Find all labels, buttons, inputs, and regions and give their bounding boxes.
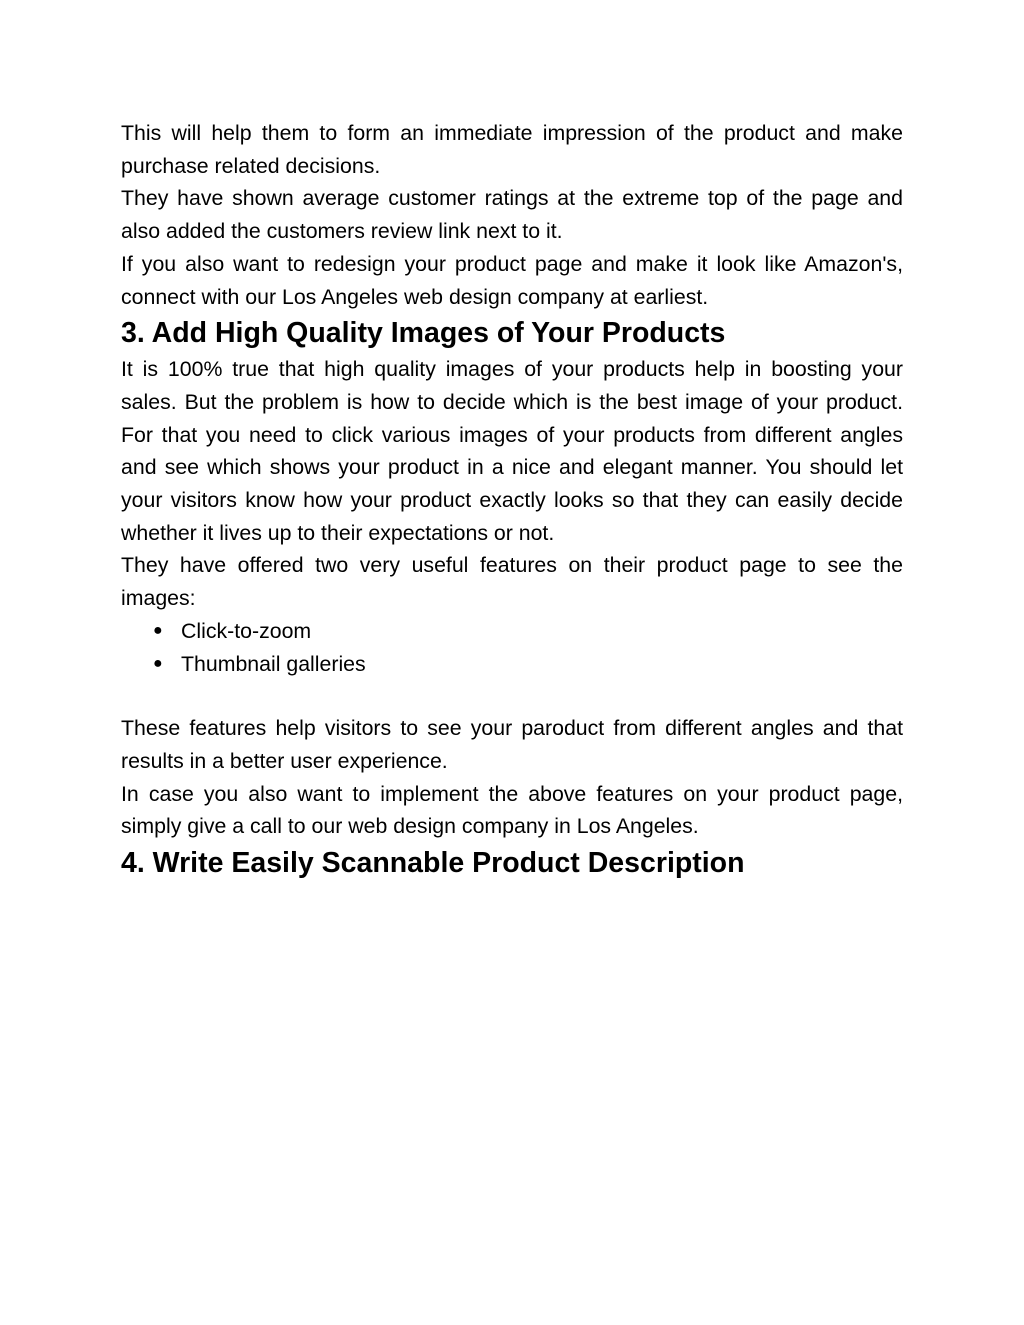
paragraph-impression: This will help them to form an immediate impression of the product and make purchase related decisions. (121, 121, 903, 178)
list-item (121, 615, 903, 648)
paragraph-image-quality: It is 100% true that high quality images of your products help in boosting your sales. But the problem is how to decide which is the best image of your product. For that you need to click various images of your products from different angles and see which shows your product in a nice and elegant manner. You should let your visitors know how your product exactly looks so that they can easily decide whether it lives up to their expectations or not. (121, 357, 903, 545)
section-heading-images: 3. Add High Quality Images of Your Products (121, 317, 726, 350)
bullet-icon: ● (153, 621, 163, 639)
paragraph-redesign-cta: If you also want to redesign your product page and make it look like Amazon's, connect with our Los Angeles web design company at earliest. (121, 251, 903, 309)
bullet-icon: ● (153, 654, 163, 672)
section-heading-description: 4. Write Easily Scannable Product Description (121, 847, 745, 880)
feature-list (121, 615, 903, 680)
list-item-label: Click-to-zoom (181, 618, 312, 643)
list-item-label: Thumbnail galleries (181, 651, 366, 676)
paragraph-features-intro: They have offered two very useful features on their product page to see the images: (121, 553, 903, 611)
paragraph-implement-cta: In case you also want to implement the above features on your product page, simply give a call to our web design company in Los Angeles. (121, 781, 903, 839)
list-item (121, 648, 903, 681)
paragraph-features-benefit: These features help visitors to see your paroduct from different angles and that results in a better user experience. (121, 716, 903, 773)
paragraph-ratings: They have shown average customer ratings at the extreme top of the page and also added the customers review link next to it. (121, 186, 903, 244)
document-page (121, 117, 903, 883)
